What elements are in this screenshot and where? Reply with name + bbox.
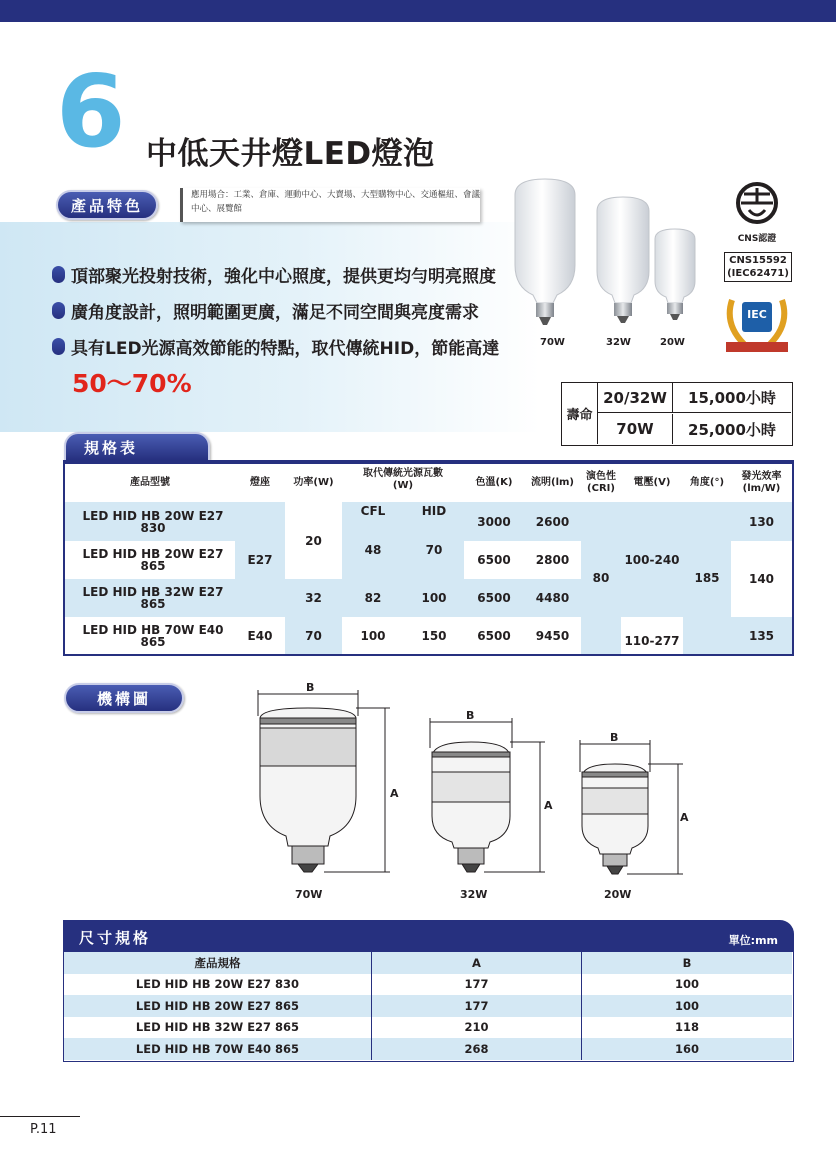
spec-cct: 6500 [477, 628, 511, 643]
drawing-label: 20W [604, 888, 632, 901]
spec-hid: 150 [421, 628, 447, 643]
spec-efficacy: 135 [731, 617, 792, 654]
dimension-header [63, 920, 794, 952]
lifetime-row: 20/32W 15,000小時 [598, 383, 791, 413]
spec-base: E27 [235, 502, 285, 617]
bulb-label: 70W [540, 337, 565, 348]
spec-lumen: 2800 [535, 553, 570, 567]
bullet-icon [52, 266, 65, 283]
features-tab: 產品特色 [56, 190, 158, 220]
iec-badge [722, 290, 792, 356]
header-hid: HID [404, 502, 464, 520]
mech-tab: 機構圖 [64, 683, 184, 713]
spec-model: LED HID HB 32W E27 865 [65, 579, 235, 617]
page-title: 中低天井燈LED燈泡 [146, 136, 435, 172]
dimension-a-label: A [390, 787, 399, 800]
section-number: 6 [56, 53, 126, 170]
product-bulbs-image [505, 175, 725, 355]
spec-cct: 3000 [464, 502, 524, 541]
spec-cfl: 48 [342, 520, 404, 579]
features-background [0, 222, 540, 432]
table-row: LED HID HB 20W E27 865 177 100 [64, 995, 792, 1017]
spec-model: LED HID HB 70W E40 865 [82, 622, 224, 649]
lifetime-label: 壽命 [562, 383, 598, 444]
footer-divider [0, 1116, 80, 1117]
bullet-icon [52, 302, 65, 319]
spec-cri: 80 [581, 502, 621, 654]
application-note [180, 188, 480, 222]
spec-lumen: 2600 [524, 502, 581, 541]
spec-efficacy: 130 [731, 502, 792, 541]
bulb-label: 32W [606, 337, 631, 348]
dimension-unit: 單位:mm [728, 934, 778, 947]
dimension-section [63, 920, 794, 1062]
page-number: P.11 [30, 1122, 57, 1137]
table-row: LED HID HB 70W E40 865 268 160 [64, 1038, 792, 1060]
iec-text: IEC [747, 308, 767, 321]
table-row: LED HID HB 32W E27 865 210 118 [64, 1017, 792, 1039]
bullet-icon [52, 338, 65, 355]
dimension-b-label: B [306, 681, 315, 694]
cns-logo-icon [722, 180, 792, 226]
feature-item: 頂部聚光投射技術，強化中心照度，提供更均勻明亮照度 [52, 262, 496, 287]
feature-item: 廣角度設計，照明範圍更廣，滿足不同空間與亮度需求 [52, 298, 479, 323]
dimension-a-label: A [544, 799, 553, 812]
iec-laurel-icon [722, 290, 792, 356]
spec-cct: 6500 [464, 579, 524, 617]
spec-angle: 185 [683, 502, 731, 654]
spec-base: E40 [247, 628, 273, 643]
spec-tab: 規格表 [64, 432, 210, 460]
header-cri: 演色性(CRI) [586, 471, 616, 494]
spec-efficacy: 140 [748, 572, 775, 586]
spec-cct: 6500 [477, 553, 511, 567]
spec-power: 20 [305, 533, 322, 548]
spec-power: 32 [285, 579, 342, 617]
top-bar [0, 0, 836, 22]
header-lumen: 流明(lm) [531, 477, 574, 488]
dimension-a-label: A [680, 811, 689, 824]
spec-table [63, 460, 794, 656]
spec-voltage: 110-277 [624, 633, 680, 648]
lifetime-row: 70W 25,000小時 [598, 414, 791, 444]
spec-lumen: 4480 [524, 579, 581, 617]
spec-power: 70 [285, 617, 342, 654]
header-cct: 色溫(K) [475, 477, 513, 488]
spec-hid: 70 [404, 520, 464, 579]
header-replace: 取代傳統光源瓦數(W) [363, 468, 443, 491]
bulb-label: 20W [660, 337, 685, 348]
spec-voltage: 100-240 [621, 502, 683, 617]
lifetime-table [561, 382, 793, 446]
dimension-b-label: B [466, 709, 475, 722]
table-header-row: 產品規格 A B [64, 952, 792, 974]
saving-percentage: 50～70% [72, 369, 192, 398]
drawing-label: 32W [460, 888, 488, 901]
header-cfl: CFL [342, 502, 404, 520]
header-voltage: 電壓(V) [633, 477, 671, 488]
dimension-table [63, 952, 794, 1062]
application-text: 應用場合：工業、倉庫、運動中心、大賣場、大型購物中心、交通樞紐、會議中心、展覽館 [191, 190, 481, 214]
dimension-b-label: B [610, 731, 619, 744]
header-power: 功率(W) [293, 477, 334, 488]
header-model: 產品型號 [130, 477, 170, 488]
cns-text: CNS認證 [737, 234, 777, 244]
dimension-title: 尺寸規格 [79, 929, 152, 947]
spec-lumen: 9450 [535, 628, 570, 643]
header-angle: 角度(°) [689, 477, 725, 488]
spec-model: LED HID HB 20W E27 865 [82, 547, 224, 573]
spec-cfl: 82 [342, 579, 404, 617]
drawing-label: 70W [295, 888, 323, 901]
table-row: LED HID HB 20W E27 830 177 100 [64, 974, 792, 996]
spec-cfl: 100 [360, 628, 386, 643]
cns-mark [722, 180, 792, 244]
spec-model: LED HID HB 20W E27 830 [65, 502, 235, 541]
standard-box: CNS15592 (IEC62471) [724, 252, 792, 282]
spec-hid: 100 [404, 579, 464, 617]
header-base: 燈座 [250, 477, 270, 488]
feature-item: 具有LED光源高效節能的特點，取代傳統HID，節能高達 [52, 334, 499, 359]
header-efficacy: 發光效率(lm/W) [741, 471, 782, 494]
